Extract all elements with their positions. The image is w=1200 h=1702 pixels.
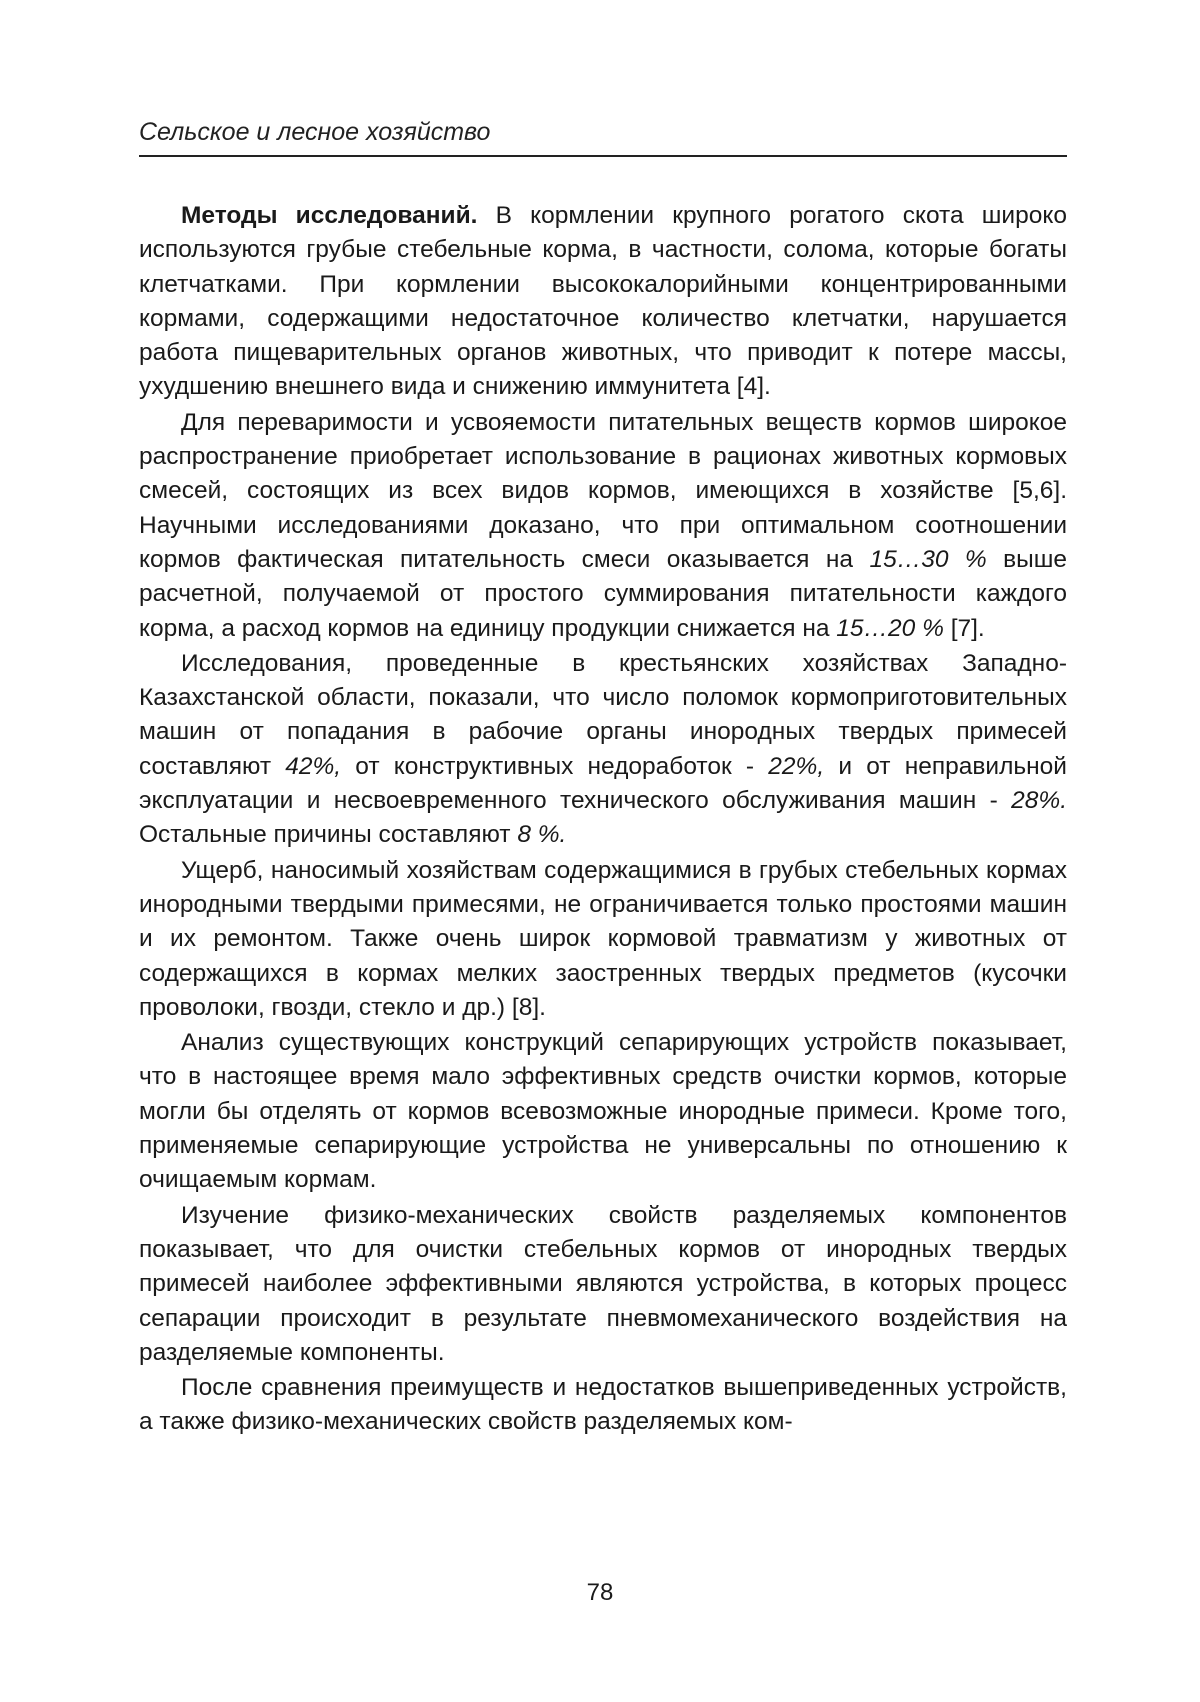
page-number: 78 (0, 1578, 1200, 1608)
paragraph-text: Ущерб, наносимый хозяйствам содержащимися в грубых стебельных кормах инородными твердыми примесями, не ограничивается только простоями машин и их ремонтом. Также очень широк кормовой травматизм у животных от содержащихся в кормах мелких заостренных твердых предметов (кусочки проволоки, гвозди, стекло и др.) [8]. (139, 857, 1067, 1021)
paragraph-methods (139, 199, 1067, 405)
paragraph-text: В кормлении крупного рогатого скота широко используются грубые стебельные корма, в частности, солома, которые богаты клетчатками. При кормлении высококалорийными концентрированными кормами, содержащими недостаточное количество клетчатки, нарушается работа пищеварительных органов животных, что приводит к потере массы, ухудшению внешнего вида и снижению иммунитета [4]. (139, 202, 1067, 400)
paragraph-text: Анализ существующих конструкций сепарирующих устройств показывает, что в настоящее время мало эффективных средств очистки кормов, которые могли бы отделять от кормов всевозможные инородные примеси. Кроме того, применяемые сепарирующие устройства не универсальны по отношению к очищаемым кормам. (139, 1029, 1067, 1193)
percent-value: 8 %. (517, 821, 566, 848)
paragraph-text: Изучение физико-механических свойств разделяемых компонентов показывает, что для очистки стебельных кормов от инородных твердых примесей наиболее эффективными являются устройства, в которых процесс сепарации происходит в результате пневмомеханического воздействия на разделяемые компоненты. (139, 1202, 1067, 1366)
paragraph-feed-mixtures (139, 406, 1067, 646)
paragraph-lead-heading: Методы исследований. (181, 202, 477, 229)
paragraph-damage (139, 854, 1067, 1025)
paragraph-analysis (139, 1026, 1067, 1197)
paragraph-text: [7]. (944, 615, 985, 642)
paragraph-text: Для переваримости и усвояемости питательных веществ кормов широкое распространение приобретает использование в рационах животных кормовых смесей, состоящих из всех видов кормов, имеющихся в хозяйстве [5,6]. Научными исследованиями доказано, что при оптимальном соотношении кормов фактическая питательность смеси оказывается на (139, 409, 1067, 573)
percent-value: 15…20 % (836, 615, 944, 642)
page-body (139, 199, 1067, 1441)
paragraph-text: и от неправильной эксплуатации и несвоевременного технического обслуживания машин - (139, 753, 1067, 814)
paragraph-comparison (139, 1371, 1067, 1440)
paragraph-breakdowns (139, 647, 1067, 853)
percent-value: 15…30 % (869, 546, 986, 573)
percent-value: 42%, (285, 753, 341, 780)
running-header: Сельское и лесное хозяйство (139, 116, 1067, 148)
paragraph-properties (139, 1199, 1067, 1370)
paragraph-text: Исследования, проведенные в крестьянских хозяйствах Западно-Казахстанской области, показали, что число поломок кормоприготовительных машин от попадания в рабочие органы инородных твердых примесей составляют (139, 650, 1067, 780)
header-divider (139, 155, 1067, 157)
percent-value: 28%. (1011, 787, 1067, 814)
paragraph-text: выше расчетной, получаемой от простого суммирования питательности каждого корма, а расход кормов на единицу продукции снижается на (139, 546, 1067, 642)
paragraph-text: Остальные причины составляют (139, 821, 517, 848)
paragraph-text: от конструктивных недоработок - (341, 753, 768, 780)
percent-value: 22%, (768, 753, 824, 780)
paragraph-text: После сравнения преимуществ и недостатков вышеприведенных устройств, а также физико-механических свойств разделяемых ком- (139, 1374, 1067, 1435)
